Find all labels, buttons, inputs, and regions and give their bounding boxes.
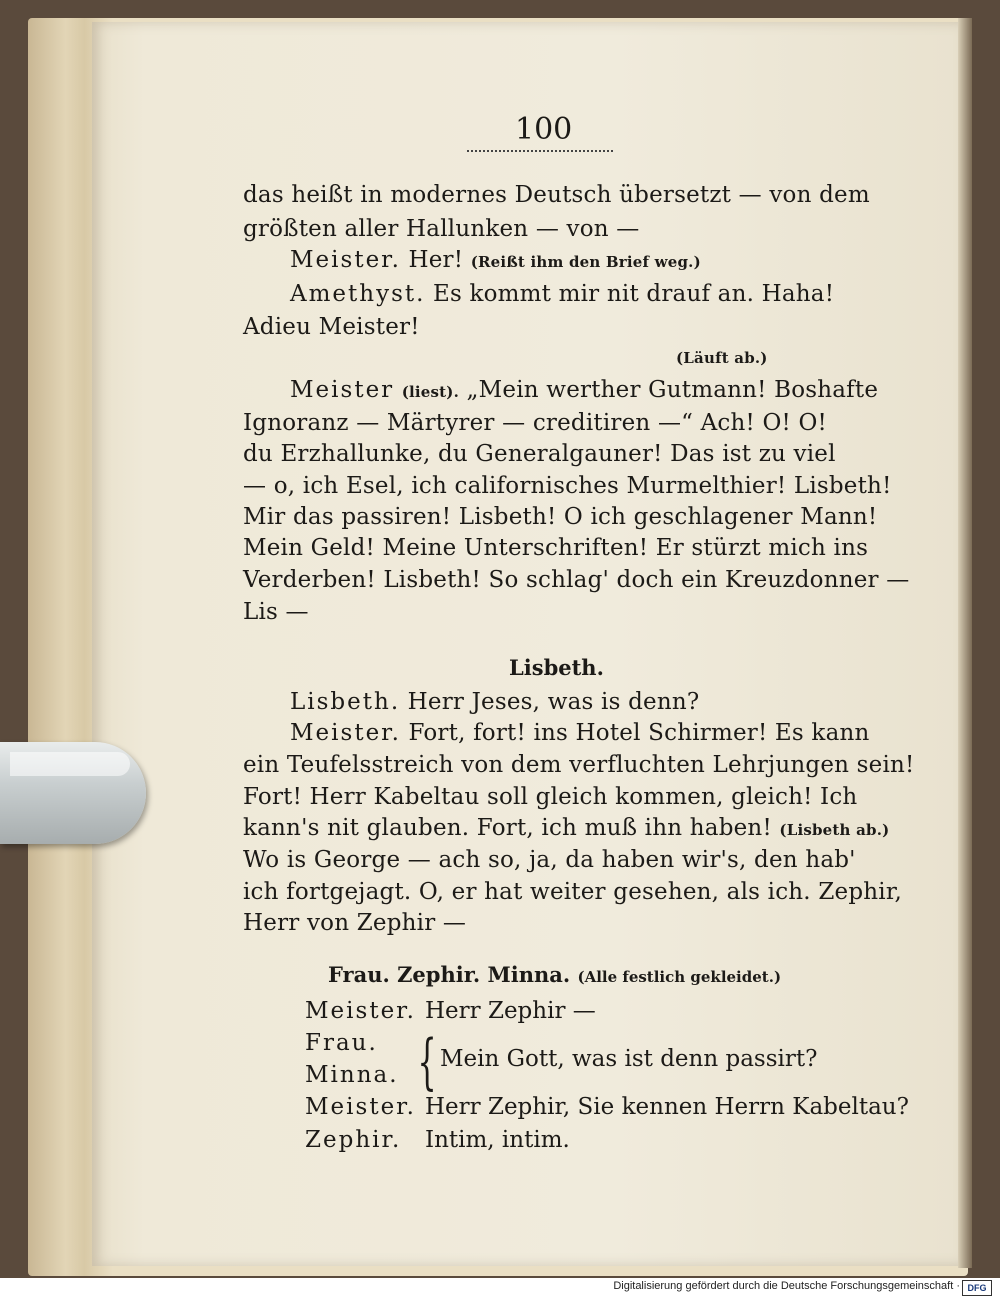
page-number: 100 bbox=[515, 112, 573, 147]
text-line: — o, ich Esel, ich californisches Murmelthier! Lisbeth! bbox=[243, 473, 892, 499]
text-line: Adieu Meister! bbox=[243, 314, 420, 340]
speaker-name: Meister. bbox=[305, 1094, 416, 1120]
footer-credit: Digitalisierung gefördert durch die Deutsche Forschungsgemeinschaft · bbox=[613, 1280, 960, 1292]
speech-text: Mein Gott, was ist denn passirt? bbox=[440, 1046, 818, 1072]
speech-text: Intim, intim. bbox=[425, 1127, 570, 1153]
text-line: Mir das passiren! Lisbeth! O ich geschlagener Mann! bbox=[243, 504, 878, 530]
speaker-name: Lisbeth. bbox=[290, 689, 401, 715]
stage-direction: (Läuft ab.) bbox=[676, 349, 768, 367]
text-line: Verderben! Lisbeth! So schlag' doch ein Kreuzdonner — bbox=[243, 567, 910, 593]
text-line: ein Teufelsstreich von dem verfluchten Lehrjungen sein! bbox=[243, 752, 915, 778]
text-line: Mein Geld! Meine Unterschriften! Er stürzt mich ins bbox=[243, 535, 869, 561]
page-right-edge bbox=[958, 18, 972, 1268]
speech-meister-fort bbox=[290, 718, 890, 748]
page-clip-highlight bbox=[10, 752, 130, 776]
text-line: du Erzhallunke, du Generalgauner! Das ist zu viel bbox=[243, 441, 836, 467]
text-line: Ignoranz — Märtyrer — creditiren —“ Ach! O! O! bbox=[243, 410, 827, 436]
speaker-name: Zephir. bbox=[305, 1127, 402, 1153]
text-line: das heißt in modernes Deutsch übersetzt — von dem bbox=[243, 182, 870, 208]
dfg-logo: DFG bbox=[962, 1280, 992, 1296]
speech-lisbeth bbox=[290, 687, 890, 717]
text-line: größten aller Hallunken — von — bbox=[243, 216, 640, 242]
speaker-name: Meister bbox=[290, 377, 395, 403]
scene-heading bbox=[328, 962, 781, 987]
speaker-name: Meister. bbox=[290, 247, 401, 273]
stage-direction: (Alle festlich gekleidet.) bbox=[577, 968, 782, 986]
stage-direction: (Lisbeth ab.) bbox=[779, 821, 890, 839]
speech-meister-reads bbox=[290, 375, 890, 407]
text-line: Fort! Herr Kabeltau soll gleich kommen, gleich! Ich bbox=[243, 784, 858, 810]
text-line: Herr von Zephir — bbox=[243, 910, 467, 936]
brace-symbol: { bbox=[417, 1027, 437, 1097]
speech-text: Es kommt mir nit drauf an. Haha! bbox=[432, 281, 835, 307]
stage-direction: (Reißt ihm den Brief weg.) bbox=[470, 253, 701, 271]
speech-text: Herr Zephir — bbox=[425, 998, 596, 1024]
speech-meister bbox=[290, 245, 890, 277]
stage-direction: (liest). bbox=[401, 383, 460, 401]
text-line-with-direction bbox=[243, 813, 890, 845]
speech-text: Fort, fort! ins Hotel Schirmer! Es kann bbox=[408, 720, 870, 746]
speech-text: Herr Jeses, was is denn? bbox=[407, 689, 700, 715]
speaker-name: Amethyst. bbox=[290, 281, 426, 307]
speech-text: Her! bbox=[408, 247, 464, 273]
speaker-name: Meister. bbox=[290, 720, 401, 746]
speaker-name: Frau. bbox=[305, 1030, 378, 1056]
speaker-name: Meister. bbox=[305, 998, 416, 1024]
text-line: ich fortgejagt. O, er hat weiter gesehen, als ich. Zephir, bbox=[243, 879, 902, 905]
speech-text: kann's nit glauben. Fort, ich muß ihn haben! bbox=[243, 815, 772, 841]
text-line: Wo is George — ach so, ja, da haben wir's, den hab' bbox=[243, 847, 856, 873]
speaker-name: Minna. bbox=[305, 1062, 399, 1088]
scene-heading: Lisbeth. bbox=[509, 655, 604, 680]
speech-text: „Mein werther Gutmann! Boshafte bbox=[466, 377, 879, 403]
speech-amethyst bbox=[290, 279, 890, 309]
text-line: Lis — bbox=[243, 599, 309, 625]
page-number-ornament bbox=[467, 146, 613, 152]
scene-characters: Frau. Zephir. Minna. bbox=[328, 962, 571, 987]
speech-text: Herr Zephir, Sie kennen Herrn Kabeltau? bbox=[425, 1094, 909, 1120]
